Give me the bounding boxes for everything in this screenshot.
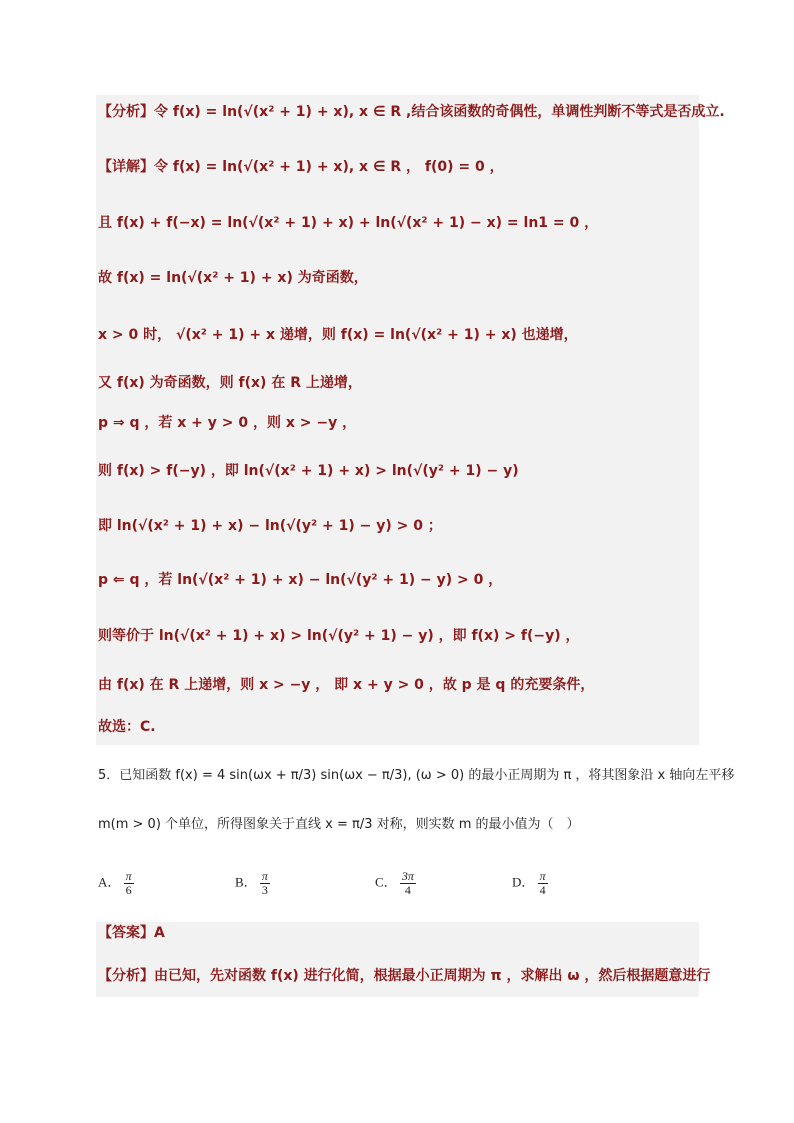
option-d-fraction: $\frac{\pi}{4}$ [539,869,546,897]
answer-line [98,923,165,943]
detail-line-11: 由 f(x) 在 R 上递增，则 x > −y ， 即 x + y > 0 ，故 p 是 q 的充要条件， [98,677,595,693]
detail-line-8: 即 ln(√(x² + 1) + x) − ln(√(y² + 1) − y) > 0 ； [98,518,442,534]
analysis-2-tag: 【分析】 [98,968,154,984]
detail-line-2: 且 f(x) + f(−x) = ln(√(x² + 1) + x) + ln(√(x² + 1) − x) = ln1 = 0 ， [98,215,599,231]
option-b[interactable]: B． $\frac{\pi}{3}$ [235,869,268,897]
detail-line-6: p ⇒ q ，若 x + y > 0 ，则 x > −y ， [98,415,357,431]
option-a-fraction: $\frac{\pi}{6}$ [125,869,132,897]
detail-line-7: 则 f(x) > f(−y) ，即 ln(√(x² + 1) + x) > ln(√(y² + 1) − y) [98,463,519,479]
detail-tag: 【详解】 [98,159,154,175]
option-c[interactable]: C． $\frac{3\pi}{4}$ [375,869,414,897]
analysis-tag: 【分析】 [98,104,154,120]
answer-tag: 【答案】 [98,925,154,941]
option-c-fraction: $\frac{3\pi}{4}$ [401,869,414,897]
analysis-text: 令 f(x) = ln(√(x² + 1) + x), x ∈ R ,结合该函数的奇偶性，单调性判断不等式是否成立. [154,104,725,120]
analysis-2-line [98,966,710,986]
detail-line-10: 则等价于 ln(√(x² + 1) + x) > ln(√(y² + 1) − y) ，即 f(x) > f(−y) ， [98,628,580,644]
question-5-line-1: 5．已知函数 f(x) = 4 sin(ωx + π/3) sin(ωx − π/3), (ω > 0) 的最小正周期为 π ，将其图象沿 x 轴向左平移 [98,768,735,783]
detail-line-9: p ⇐ q ，若 ln(√(x² + 1) + x) − ln(√(y² + 1) − y) > 0 ， [98,572,503,588]
option-d[interactable]: D． $\frac{\pi}{4}$ [512,869,546,897]
detail-line-1: 【详解】令 f(x) = ln(√(x² + 1) + x), x ∈ R ， f(0) = 0 ， [98,159,504,175]
question-5-line-2: m(m > 0) 个单位，所得图象关于直线 x = π/3 对称，则实数 m 的最小值为（ ） [98,817,580,832]
detail-line-5: 又 f(x) 为奇函数，则 f(x) 在 R 上递增， [98,375,362,391]
option-b-fraction: $\frac{\pi}{3}$ [261,869,268,897]
option-a[interactable]: A． $\frac{\pi}{6}$ [98,869,132,897]
detail-line-4: x > 0 时， √(x² + 1) + x 递增，则 f(x) = ln(√(x² + 1) + x) 也递增， [98,327,578,343]
answer-value: A [154,925,165,941]
analysis-2-text: 由已知，先对函数 f(x) 进行化简，根据最小正周期为 π ，求解出 ω ，然后根据题意进行 [154,968,711,984]
conclusion-line: 故选：C. [98,719,156,735]
analysis-line [98,102,725,122]
detail-line-3: 故 f(x) = ln(√(x² + 1) + x) 为奇函数， [98,270,368,286]
